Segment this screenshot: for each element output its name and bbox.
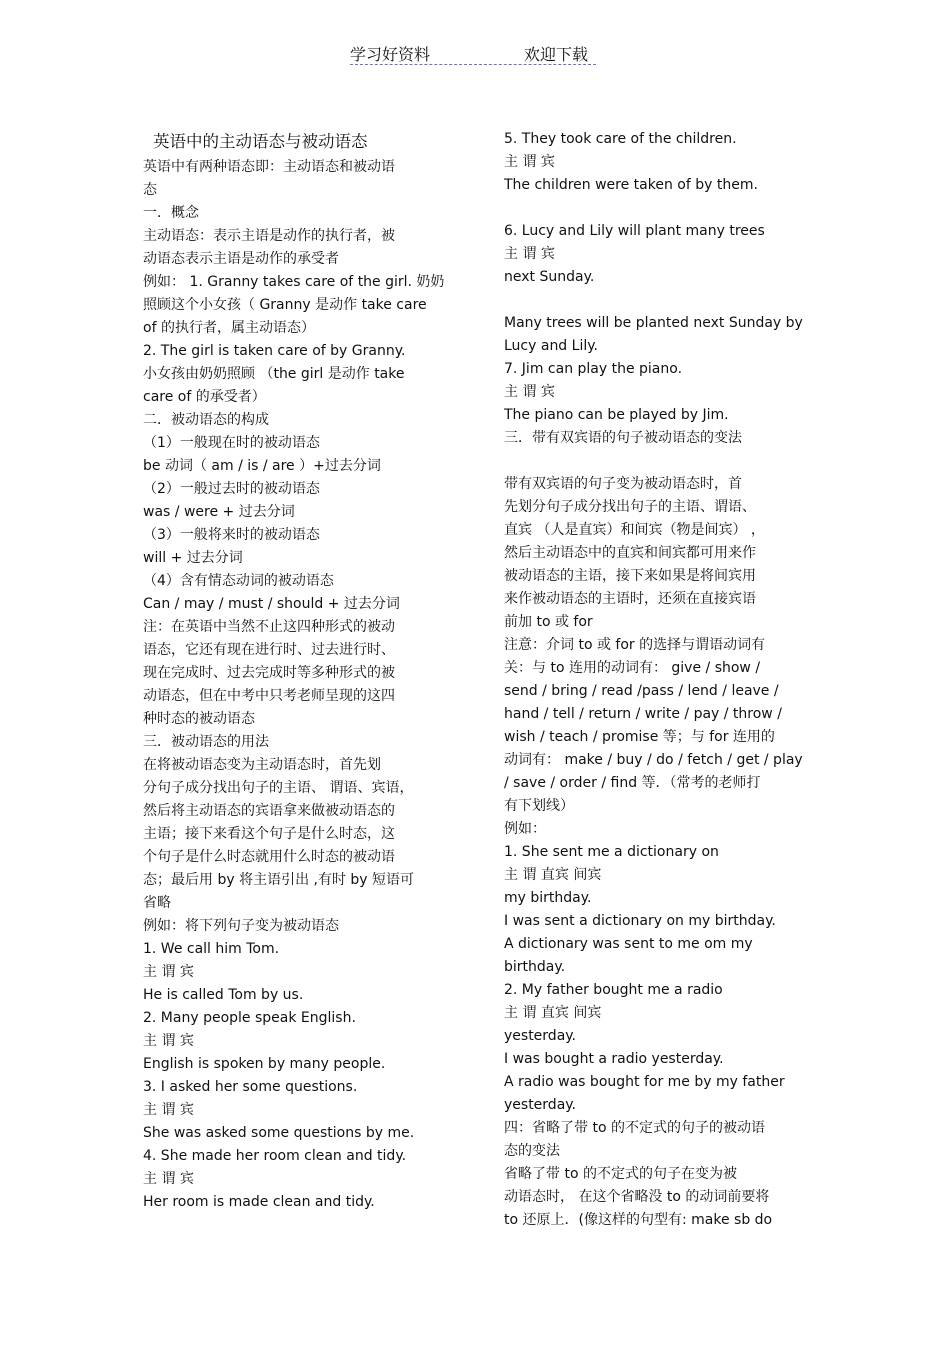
text-line: of 的执行者，属主动语态） — [143, 320, 315, 336]
text-line: to 还原上．(像这样的句型有: make sb do — [504, 1212, 773, 1228]
text-line: 然后将主动语态的宾语拿来做被动语态的 — [143, 803, 395, 819]
text-line: A radio was bought for me by my father — [504, 1074, 785, 1090]
left-body — [143, 156, 448, 1214]
text-line: 带有双宾语的句子变为被动语态时，首 — [504, 476, 742, 492]
right-column — [504, 128, 814, 1232]
text-line: hand / tell / return / write / pay / throw / — [504, 706, 782, 722]
text-line: 动语态，但在中考中只考老师呈现的这四 — [143, 688, 395, 704]
text-line: English is spoken by many people. — [143, 1056, 386, 1072]
text-line: will + 过去分词 — [143, 550, 243, 566]
text-line: birthday. — [504, 959, 566, 975]
text-line: A dictionary was sent to me om my — [504, 936, 753, 952]
text-line: 主 谓 宾 — [143, 1171, 194, 1187]
text-line: 主 谓 宾 — [504, 384, 555, 400]
text-line — [504, 197, 814, 220]
text-line: 注：在英语中当然不止这四种形式的被动 — [143, 619, 395, 635]
text-line: 前加 to 或 for — [504, 614, 593, 630]
text-line — [504, 289, 814, 312]
text-line: 例如：将下列句子变为被动语态 — [143, 918, 339, 934]
text-line: The children were taken of by them. — [504, 177, 758, 193]
text-line: 在将被动语态变为主动语态时，首先划 — [143, 757, 381, 773]
page-header — [350, 42, 596, 65]
text-line: 例如： — [504, 821, 546, 837]
text-line: She was asked some questions by me. — [143, 1125, 415, 1141]
text-line: 省略 — [143, 895, 171, 911]
text-line: 动语态表示主语是动作的承受者 — [143, 251, 339, 267]
text-line: 主语；接下来看这个句子是什么时态，这 — [143, 826, 395, 842]
text-line: 主 谓 宾 — [143, 1102, 194, 1118]
text-line: 二．被动语态的构成 — [143, 412, 269, 428]
text-line: 主动语态：表示主语是动作的执行者，被 — [143, 228, 395, 244]
text-line: 例如： 1. Granny takes care of the girl. 奶奶 — [143, 274, 445, 290]
text-line: 然后主动语态中的直宾和间宾都可用来作 — [504, 545, 756, 561]
text-line: 1. We call him Tom. — [143, 941, 280, 957]
right-body — [504, 128, 814, 1232]
text-line: 主 谓 宾 — [504, 154, 555, 170]
text-line: The piano can be played by Jim. — [504, 407, 729, 423]
text-line: He is called Tom by us. — [143, 987, 304, 1003]
text-line: 动词有： make / buy / do / fetch / get / play — [504, 752, 803, 768]
text-line: I was sent a dictionary on my birthday. — [504, 913, 776, 929]
text-line: 2. My father bought me a radio — [504, 982, 723, 998]
text-line: 7. Jim can play the piano. — [504, 361, 683, 377]
text-line: Can / may / must / should + 过去分词 — [143, 596, 400, 612]
text-line: next Sunday. — [504, 269, 595, 285]
text-line: 1. She sent me a dictionary on — [504, 844, 719, 860]
text-line: send / bring / read /pass / lend / leave / — [504, 683, 779, 699]
text-line: 注意：介词 to 或 for 的选择与谓语动词有 — [504, 637, 766, 653]
text-line: Many trees will be planted next Sunday by — [504, 315, 803, 331]
text-line: yesterday. — [504, 1028, 577, 1044]
text-line: （1）一般现在时的被动语态 — [143, 435, 320, 451]
text-line: 被动语态的主语，接下来如果是将间宾用 — [504, 568, 756, 584]
text-line: 2. The girl is taken care of by Granny. — [143, 343, 406, 359]
text-line: 分句子成分找出句子的主语、 谓语、宾语， — [143, 780, 414, 796]
text-line: / save / order / find 等．（常考的老师打 — [504, 775, 761, 791]
page-title: 英语中的主动语态与被动语态 — [153, 132, 368, 151]
text-line — [504, 450, 814, 473]
text-line: （3）一般将来时的被动语态 — [143, 527, 320, 543]
text-line: 3. I asked her some questions. — [143, 1079, 358, 1095]
text-line: 来作被动语态的主语时，还须在直接宾语 — [504, 591, 756, 607]
text-line: 三．被动语态的用法 — [143, 734, 269, 750]
text-line: 关：与 to 连用的动词有： give / show / — [504, 660, 761, 676]
text-line: 态的变法 — [504, 1143, 560, 1159]
text-line: 个句子是什么时态就用什么时态的被动语 — [143, 849, 395, 865]
text-line: 主 谓 直宾 间宾 — [504, 867, 602, 883]
header-left: 学习好资料 — [350, 45, 431, 64]
text-line: 有下划线） — [504, 798, 574, 814]
text-line: 6. Lucy and Lily will plant many trees — [504, 223, 765, 239]
text-line: Lucy and Lily. — [504, 338, 598, 354]
text-line: 主 谓 宾 — [143, 1033, 194, 1049]
text-line: 种时态的被动语态 — [143, 711, 255, 727]
text-line: 小女孩由奶奶照顾 （the girl 是动作 take — [143, 366, 405, 382]
text-line: care of 的承受者） — [143, 389, 266, 405]
text-line: be 动词（ am / is / are ）+过去分词 — [143, 458, 381, 474]
text-line: my birthday. — [504, 890, 592, 906]
text-line: 照顾这个小女孩（ Granny 是动作 take care — [143, 297, 427, 313]
text-line: 2. Many people speak English. — [143, 1010, 356, 1026]
text-line: Her room is made clean and tidy. — [143, 1194, 375, 1210]
text-line: 三．带有双宾语的句子被动语态的变法 — [504, 430, 742, 446]
text-line: 省略了带 to 的不定式的句子在变为被 — [504, 1166, 737, 1182]
text-line: （2）一般过去时的被动语态 — [143, 481, 320, 497]
left-column — [143, 128, 448, 1214]
text-line: 先划分句子成分找出句子的主语、谓语、 — [504, 499, 756, 515]
text-line: I was bought a radio yesterday. — [504, 1051, 724, 1067]
text-line: 语态，它还有现在进行时、过去进行时、 — [143, 642, 395, 658]
text-line: 主 谓 直宾 间宾 — [504, 1005, 602, 1021]
text-line: （4）含有情态动词的被动语态 — [143, 573, 334, 589]
text-line: 4. She made her room clean and tidy. — [143, 1148, 407, 1164]
text-line: wish / teach / promise 等；与 for 连用的 — [504, 729, 775, 745]
text-line: 动语态时， 在这个省略没 to 的动词前要将 — [504, 1189, 770, 1205]
text-line: 英语中有两种语态即：主动语态和被动语 — [143, 159, 395, 175]
text-line: 现在完成时、过去完成时等多种形式的被 — [143, 665, 395, 681]
text-line: 5. They took care of the children. — [504, 131, 737, 147]
text-line: 四：省略了带 to 的不定式的句子的被动语 — [504, 1120, 765, 1136]
text-line: 态 — [143, 182, 157, 198]
text-line: 主 谓 宾 — [143, 964, 194, 980]
header-right: 欢迎下载 — [524, 45, 589, 64]
text-line: 一．概念 — [143, 205, 199, 221]
text-line: 直宾 （人是直宾）和间宾（物是间宾） ， — [504, 522, 765, 538]
text-line: 主 谓 宾 — [504, 246, 555, 262]
text-line: was / were + 过去分词 — [143, 504, 295, 520]
text-line: yesterday. — [504, 1097, 577, 1113]
text-line: 态；最后用 by 将主语引出 ,有时 by 短语可 — [143, 872, 415, 888]
